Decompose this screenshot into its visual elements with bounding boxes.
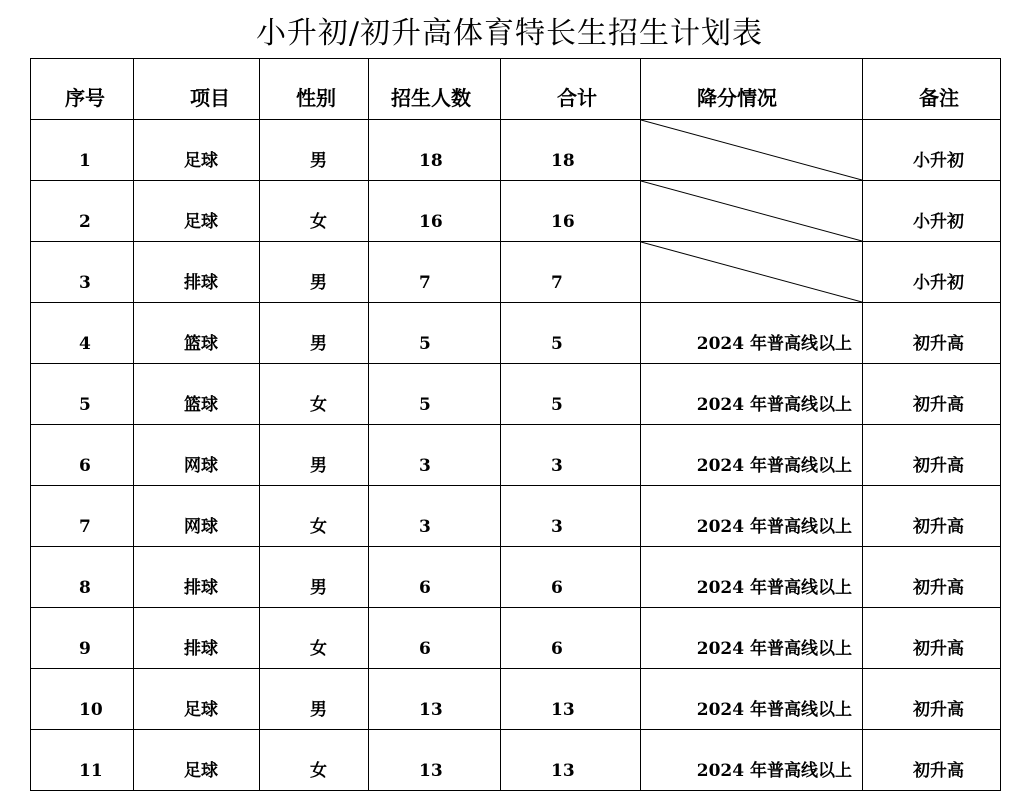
table-row	[31, 608, 1001, 669]
cell-total: 6	[501, 547, 641, 608]
table-row	[31, 303, 1001, 364]
table-row	[31, 181, 1001, 242]
table-row	[31, 547, 1001, 608]
cell-index: 8	[31, 547, 134, 608]
header-remark: 备注	[863, 59, 1001, 120]
cell-score-drop: 2024 年普高线以上	[641, 425, 863, 486]
cell-item: 网球	[134, 486, 260, 547]
cell-score-drop: 2024 年普高线以上	[641, 730, 863, 791]
cell-enroll-count: 13	[369, 669, 501, 730]
cell-index: 1	[31, 120, 134, 181]
cell-item: 足球	[134, 730, 260, 791]
header-item: 项目	[134, 59, 260, 120]
cell-total: 7	[501, 242, 641, 303]
cell-gender: 女	[260, 730, 369, 791]
table-row	[31, 120, 1001, 181]
cell-score-drop-empty	[641, 242, 863, 303]
cell-enroll-count: 3	[369, 486, 501, 547]
cell-enroll-count: 6	[369, 547, 501, 608]
header-index: 序号	[31, 59, 134, 120]
cell-index: 9	[31, 608, 134, 669]
cell-item: 篮球	[134, 364, 260, 425]
cell-gender: 男	[260, 303, 369, 364]
table-header-row	[31, 59, 1001, 120]
cell-item: 足球	[134, 669, 260, 730]
cell-index: 2	[31, 181, 134, 242]
cell-item: 排球	[134, 242, 260, 303]
cell-enroll-count: 5	[369, 303, 501, 364]
cell-gender: 男	[260, 669, 369, 730]
diagonal-slash	[641, 120, 862, 180]
cell-gender: 女	[260, 364, 369, 425]
cell-remark: 初升高	[863, 486, 1001, 547]
cell-index: 6	[31, 425, 134, 486]
cell-total: 18	[501, 120, 641, 181]
cell-remark: 小升初	[863, 181, 1001, 242]
table-row	[31, 669, 1001, 730]
cell-total: 3	[501, 486, 641, 547]
cell-total: 16	[501, 181, 641, 242]
cell-gender: 女	[260, 608, 369, 669]
cell-remark: 初升高	[863, 425, 1001, 486]
cell-gender: 男	[260, 547, 369, 608]
cell-remark: 初升高	[863, 608, 1001, 669]
cell-total: 13	[501, 730, 641, 791]
cell-remark: 初升高	[863, 364, 1001, 425]
cell-remark: 初升高	[863, 547, 1001, 608]
cell-total: 5	[501, 364, 641, 425]
cell-remark: 初升高	[863, 730, 1001, 791]
cell-score-drop: 2024 年普高线以上	[641, 669, 863, 730]
cell-remark: 小升初	[863, 120, 1001, 181]
cell-enroll-count: 7	[369, 242, 501, 303]
table-row	[31, 486, 1001, 547]
cell-item: 排球	[134, 547, 260, 608]
cell-remark: 初升高	[863, 303, 1001, 364]
cell-total: 5	[501, 303, 641, 364]
cell-item: 足球	[134, 120, 260, 181]
cell-gender: 女	[260, 486, 369, 547]
diagonal-slash	[641, 181, 862, 241]
header-total: 合计	[501, 59, 641, 120]
cell-index: 7	[31, 486, 134, 547]
cell-score-drop: 2024 年普高线以上	[641, 608, 863, 669]
cell-remark: 小升初	[863, 242, 1001, 303]
cell-score-drop: 2024 年普高线以上	[641, 303, 863, 364]
page-title: 小升初/初升高体育特长生招生计划表	[255, 16, 764, 51]
header-gender: 性别	[260, 59, 369, 120]
cell-item: 网球	[134, 425, 260, 486]
header-enroll-count: 招生人数	[369, 59, 501, 120]
cell-index: 4	[31, 303, 134, 364]
cell-enroll-count: 3	[369, 425, 501, 486]
table-body	[31, 120, 1001, 791]
cell-index: 3	[31, 242, 134, 303]
cell-enroll-count: 13	[369, 730, 501, 791]
table-row	[31, 730, 1001, 791]
cell-gender: 男	[260, 120, 369, 181]
cell-enroll-count: 16	[369, 181, 501, 242]
cell-gender: 男	[260, 425, 369, 486]
cell-gender: 男	[260, 242, 369, 303]
cell-enroll-count: 18	[369, 120, 501, 181]
cell-total: 6	[501, 608, 641, 669]
cell-enroll-count: 6	[369, 608, 501, 669]
enrollment-table	[30, 58, 1001, 791]
table-row	[31, 364, 1001, 425]
cell-enroll-count: 5	[369, 364, 501, 425]
table-row	[31, 242, 1001, 303]
table-row	[31, 425, 1001, 486]
cell-score-drop: 2024 年普高线以上	[641, 486, 863, 547]
cell-score-drop-empty	[641, 120, 863, 181]
cell-remark: 初升高	[863, 669, 1001, 730]
cell-index: 5	[31, 364, 134, 425]
cell-item: 排球	[134, 608, 260, 669]
cell-index: 10	[31, 669, 134, 730]
cell-total: 3	[501, 425, 641, 486]
cell-score-drop: 2024 年普高线以上	[641, 547, 863, 608]
cell-item: 篮球	[134, 303, 260, 364]
cell-index: 11	[31, 730, 134, 791]
header-score-drop: 降分情况	[641, 59, 863, 120]
cell-score-drop-empty	[641, 181, 863, 242]
diagonal-slash	[641, 242, 862, 302]
cell-item: 足球	[134, 181, 260, 242]
cell-score-drop: 2024 年普高线以上	[641, 364, 863, 425]
cell-gender: 女	[260, 181, 369, 242]
cell-total: 13	[501, 669, 641, 730]
